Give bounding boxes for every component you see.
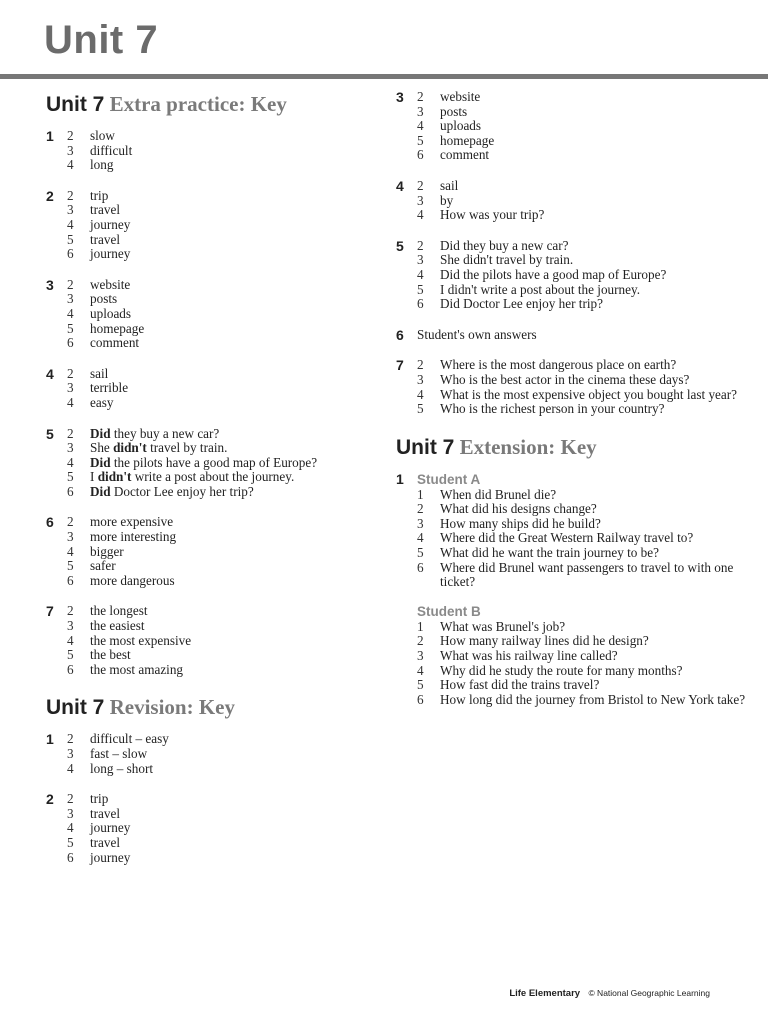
item-number: 2 bbox=[67, 603, 74, 619]
answer-suffix: Doctor Lee enjoy her trip? bbox=[110, 483, 254, 499]
answer-item bbox=[417, 517, 756, 532]
item-number: 6 bbox=[67, 246, 74, 262]
item-number: 4 bbox=[67, 394, 74, 410]
item-number: 3 bbox=[417, 371, 424, 387]
item-number: 3 bbox=[67, 440, 74, 456]
revision-exercise-3 bbox=[396, 90, 756, 163]
answer-item bbox=[67, 441, 376, 456]
answer-item bbox=[417, 546, 756, 561]
item-answer: uploads bbox=[90, 305, 132, 321]
extension-exercise-1 bbox=[396, 472, 756, 708]
answer-item bbox=[417, 119, 756, 134]
answer-item bbox=[67, 851, 376, 866]
item-number: 3 bbox=[417, 648, 424, 664]
answer-highlight: Did bbox=[90, 425, 111, 441]
item-number: 2 bbox=[67, 425, 74, 441]
exercise-number: 1 bbox=[46, 731, 54, 748]
exercise-number: 2 bbox=[46, 187, 54, 204]
answer-item bbox=[417, 664, 756, 679]
answer-item bbox=[417, 179, 756, 194]
answer-item bbox=[67, 218, 376, 233]
answer-item bbox=[67, 807, 376, 822]
item-answer bbox=[90, 470, 376, 485]
item-number: 1 bbox=[417, 486, 424, 502]
answer-item bbox=[67, 574, 376, 589]
answer-item bbox=[67, 292, 376, 307]
answer-item bbox=[67, 545, 376, 560]
answer-item bbox=[67, 247, 376, 262]
answer-item bbox=[417, 268, 756, 283]
item-answer: sail bbox=[440, 177, 459, 193]
right-column bbox=[396, 90, 756, 723]
item-answer bbox=[90, 485, 376, 500]
item-number: 6 bbox=[417, 559, 424, 575]
item-answer: Did Doctor Lee enjoy her trip? bbox=[440, 296, 603, 312]
answer-item bbox=[67, 470, 376, 485]
footer-brand: Life Elementary bbox=[509, 988, 581, 999]
item-answer: sail bbox=[90, 365, 109, 381]
answer-item bbox=[417, 634, 756, 649]
item-number: 6 bbox=[67, 483, 74, 499]
item-number: 2 bbox=[67, 128, 74, 143]
item-answer: How was your trip? bbox=[440, 207, 545, 223]
extra-exercise-4 bbox=[46, 367, 376, 411]
answer-item bbox=[417, 620, 756, 635]
item-answer: website bbox=[90, 276, 131, 292]
answer-item bbox=[417, 148, 756, 163]
item-number: 5 bbox=[417, 677, 424, 693]
item-answer: more dangerous bbox=[90, 572, 175, 588]
item-answer: Where is the most dangerous place on earth? bbox=[440, 357, 677, 373]
answer-item bbox=[67, 762, 376, 777]
exercise-number: 7 bbox=[46, 603, 54, 620]
item-number: 5 bbox=[417, 545, 424, 561]
student-b-heading: Student B bbox=[417, 603, 481, 619]
item-number: 5 bbox=[67, 320, 74, 336]
item-number: 2 bbox=[417, 177, 424, 193]
item-number: 3 bbox=[417, 515, 424, 531]
item-answer: journey bbox=[90, 849, 131, 865]
item-number: 4 bbox=[417, 386, 424, 402]
item-answer: travel bbox=[90, 231, 121, 247]
item-answer: Where did the Great Western Railway travel to? bbox=[440, 530, 694, 546]
item-answer: What did his designs change? bbox=[440, 501, 597, 517]
answer-item bbox=[67, 485, 376, 500]
item-number: 6 bbox=[67, 335, 74, 351]
item-answer: Where did Brunel want passengers to travel to with one ticket? bbox=[440, 559, 734, 590]
item-number: 5 bbox=[417, 401, 424, 417]
answer-suffix: travel by train. bbox=[146, 440, 228, 456]
answer-item bbox=[417, 105, 756, 120]
answer-item bbox=[417, 358, 756, 373]
exercise-number: 5 bbox=[396, 237, 404, 254]
answer-highlight: didn't bbox=[113, 440, 147, 456]
answer-item bbox=[67, 559, 376, 574]
item-answer: trip bbox=[90, 791, 109, 807]
exercise-number: 6 bbox=[46, 514, 54, 531]
item-answer: How many railway lines did he design? bbox=[440, 633, 649, 649]
item-number: 6 bbox=[417, 147, 424, 163]
exercise-number: 4 bbox=[46, 365, 54, 382]
item-number: 4 bbox=[67, 820, 74, 836]
item-number: 4 bbox=[67, 157, 74, 173]
extra-exercise-3 bbox=[46, 278, 376, 351]
extra-practice-title: Extra practice: Key bbox=[109, 92, 287, 116]
answer-item bbox=[417, 678, 756, 693]
answer-item bbox=[67, 336, 376, 351]
item-answer: safer bbox=[90, 558, 116, 574]
item-number: 3 bbox=[67, 529, 74, 545]
answer-item bbox=[417, 488, 756, 503]
item-number: 4 bbox=[417, 207, 424, 223]
item-answer: How many ships did he build? bbox=[440, 515, 601, 531]
answer-item bbox=[417, 502, 756, 517]
item-answer: posts bbox=[90, 291, 118, 307]
answer-prefix: She bbox=[90, 440, 114, 456]
item-answer: easy bbox=[90, 394, 114, 410]
revision-title: Revision: Key bbox=[109, 695, 235, 720]
answer-item bbox=[67, 427, 376, 442]
item-answer: the most expensive bbox=[90, 632, 192, 648]
item-number: 5 bbox=[67, 231, 74, 247]
exercise-number: 7 bbox=[396, 357, 404, 374]
revision-exercise-5 bbox=[396, 239, 756, 312]
item-answer: slow bbox=[90, 128, 115, 143]
answer-item bbox=[67, 381, 376, 396]
item-number: 6 bbox=[67, 572, 74, 588]
answer-item bbox=[67, 129, 376, 144]
answer-item bbox=[67, 821, 376, 836]
answer-highlight: didn't bbox=[97, 469, 132, 485]
item-number: 2 bbox=[67, 731, 74, 747]
answer-item bbox=[417, 297, 756, 312]
item-number: 6 bbox=[417, 296, 424, 312]
exercise-number: 2 bbox=[46, 791, 54, 808]
item-answer: website bbox=[440, 89, 481, 104]
item-number: 3 bbox=[67, 618, 74, 634]
exercise-number: 4 bbox=[396, 177, 404, 194]
item-answer: difficult bbox=[90, 142, 133, 158]
item-number: 4 bbox=[67, 632, 74, 648]
item-number: 3 bbox=[417, 192, 424, 208]
answer-item bbox=[417, 90, 756, 105]
item-answer: bigger bbox=[90, 543, 124, 559]
exercise-number: 5 bbox=[46, 425, 54, 442]
revision-exercise-1 bbox=[46, 732, 376, 776]
answer-item bbox=[417, 208, 756, 223]
revision-exercise-2 bbox=[46, 792, 376, 865]
item-answer: more expensive bbox=[90, 514, 174, 530]
answer-item bbox=[417, 253, 756, 268]
answer-item bbox=[67, 456, 376, 471]
answer-item bbox=[417, 531, 756, 546]
answer-item bbox=[417, 194, 756, 209]
answer-item bbox=[67, 792, 376, 807]
answer-item bbox=[417, 283, 756, 298]
item-number: 5 bbox=[67, 469, 74, 485]
item-number: 2 bbox=[67, 187, 74, 203]
answer-item bbox=[417, 388, 756, 403]
revision-unit: Unit 7 bbox=[46, 696, 105, 720]
item-number: 3 bbox=[67, 142, 74, 158]
extension-title: Extension: Key bbox=[459, 434, 597, 459]
item-answer: I didn't write a post about the journey. bbox=[440, 281, 641, 297]
item-number: 5 bbox=[67, 558, 74, 574]
item-answer: What was his railway line called? bbox=[440, 648, 618, 664]
exercise-number: 3 bbox=[396, 89, 404, 105]
answer-item bbox=[417, 402, 756, 417]
extra-exercise-1 bbox=[46, 129, 376, 173]
answer-item bbox=[417, 373, 756, 388]
extra-practice-heading bbox=[46, 90, 376, 119]
item-answer: terrible bbox=[90, 380, 129, 396]
item-number: 5 bbox=[67, 647, 74, 663]
answer-item bbox=[67, 530, 376, 545]
answer-item bbox=[67, 144, 376, 159]
answer-highlight: Did bbox=[90, 483, 111, 499]
exercise-number: 3 bbox=[46, 276, 54, 293]
item-number: 4 bbox=[67, 543, 74, 559]
extension-heading bbox=[396, 433, 756, 462]
answer-item bbox=[67, 663, 376, 678]
item-number: 2 bbox=[67, 791, 74, 807]
answer-item bbox=[67, 203, 376, 218]
item-answer: Did they buy a new car? bbox=[440, 237, 569, 253]
revision-exercise-4 bbox=[396, 179, 756, 223]
item-number: 4 bbox=[417, 266, 424, 282]
item-number: 4 bbox=[417, 530, 424, 546]
item-number: 2 bbox=[417, 501, 424, 517]
item-number: 2 bbox=[67, 514, 74, 530]
item-answer: homepage bbox=[440, 132, 495, 148]
item-answer: the longest bbox=[90, 603, 148, 619]
revision-exercise-7 bbox=[396, 358, 756, 416]
revision-heading bbox=[46, 693, 376, 722]
answer-suffix: the pilots have a good map of Europe? bbox=[110, 454, 318, 470]
item-number: 6 bbox=[417, 691, 424, 707]
item-number: 3 bbox=[417, 252, 424, 268]
item-answer: homepage bbox=[90, 320, 145, 336]
item-number: 5 bbox=[417, 132, 424, 148]
item-answer: Who is the richest person in your country? bbox=[440, 401, 665, 417]
item-answer: the easiest bbox=[90, 618, 145, 634]
answer-item bbox=[67, 634, 376, 649]
item-answer bbox=[90, 427, 376, 442]
item-answer: the most amazing bbox=[90, 661, 184, 677]
item-answer: by bbox=[440, 192, 454, 208]
answer-item bbox=[67, 189, 376, 204]
item-answer: Who is the best actor in the cinema these days? bbox=[440, 371, 690, 387]
item-answer: What was Brunel's job? bbox=[440, 618, 566, 634]
answer-item bbox=[67, 604, 376, 619]
student-a-heading: Student A bbox=[417, 471, 481, 487]
item-answer: the best bbox=[90, 647, 131, 663]
answer-item bbox=[67, 747, 376, 762]
item-number: 4 bbox=[417, 662, 424, 678]
extra-exercise-6 bbox=[46, 515, 376, 588]
item-answer: long bbox=[90, 157, 114, 173]
item-answer: long – short bbox=[90, 760, 154, 776]
item-number: 4 bbox=[67, 216, 74, 232]
item-number: 3 bbox=[67, 202, 74, 218]
item-answer: uploads bbox=[440, 118, 482, 134]
item-answer: What did he want the train journey to be? bbox=[440, 545, 659, 561]
answer-item bbox=[67, 836, 376, 851]
item-number: 5 bbox=[67, 834, 74, 850]
item-number: 3 bbox=[67, 291, 74, 307]
item-number: 1 bbox=[417, 618, 424, 634]
item-answer: Student's own answers bbox=[417, 326, 537, 342]
item-number: 2 bbox=[417, 89, 424, 104]
item-answer: difficult – easy bbox=[90, 731, 169, 747]
answer-suffix: write a post about the journey. bbox=[131, 469, 295, 485]
item-answer: When did Brunel die? bbox=[440, 486, 557, 502]
item-number: 4 bbox=[67, 305, 74, 321]
item-answer: journey bbox=[90, 820, 131, 836]
item-number: 5 bbox=[417, 281, 424, 297]
item-number: 2 bbox=[67, 365, 74, 381]
item-answer: fast – slow bbox=[90, 746, 148, 761]
item-answer bbox=[90, 441, 376, 456]
item-answer: comment bbox=[440, 147, 490, 163]
item-answer: Did the pilots have a good map of Europe? bbox=[440, 266, 667, 282]
answer-suffix: they buy a new car? bbox=[110, 425, 220, 441]
answer-prefix: I bbox=[90, 469, 98, 485]
item-answer: journey bbox=[90, 216, 131, 232]
item-number: 2 bbox=[417, 237, 424, 253]
item-answer: travel bbox=[90, 805, 121, 821]
item-number: 3 bbox=[67, 746, 74, 761]
item-answer: travel bbox=[90, 202, 121, 218]
answer-item bbox=[67, 619, 376, 634]
item-answer: travel bbox=[90, 834, 121, 850]
item-answer: trip bbox=[90, 187, 109, 203]
item-number: 6 bbox=[67, 849, 74, 865]
item-answer: How long did the journey from Bristol to New York take? bbox=[440, 691, 746, 707]
item-number: 4 bbox=[67, 760, 74, 776]
answer-item bbox=[417, 649, 756, 664]
answer-item bbox=[417, 239, 756, 254]
item-answer: What is the most expensive object you bought last year? bbox=[440, 386, 738, 402]
answer-item bbox=[67, 648, 376, 663]
exercise-number: 6 bbox=[396, 326, 404, 343]
answer-item bbox=[67, 367, 376, 382]
page-title: Unit 7 bbox=[44, 18, 159, 62]
item-number: 3 bbox=[417, 103, 424, 119]
answer-item bbox=[417, 134, 756, 149]
item-number: 2 bbox=[417, 633, 424, 649]
answer-item bbox=[67, 158, 376, 173]
page-footer bbox=[509, 988, 710, 999]
answer-highlight: Did bbox=[90, 454, 111, 470]
answer-item bbox=[67, 515, 376, 530]
item-answer: comment bbox=[90, 335, 140, 351]
revision-exercise-6 bbox=[396, 328, 756, 343]
answer-item bbox=[67, 307, 376, 322]
item-number: 3 bbox=[67, 380, 74, 396]
exercise-number: 1 bbox=[46, 128, 54, 144]
item-number: 4 bbox=[67, 454, 74, 470]
answer-item bbox=[67, 278, 376, 293]
exercise-number: 1 bbox=[396, 470, 404, 487]
title-divider bbox=[0, 74, 768, 79]
extra-exercise-7 bbox=[46, 604, 376, 677]
item-answer: Why did he study the route for many months? bbox=[440, 662, 683, 678]
footer-copyright: © National Geographic Learning bbox=[588, 988, 710, 998]
item-number: 6 bbox=[67, 661, 74, 677]
item-number: 2 bbox=[417, 357, 424, 373]
item-answer: journey bbox=[90, 246, 131, 262]
extra-exercise-5 bbox=[46, 427, 376, 500]
left-column bbox=[46, 90, 376, 881]
item-number: 2 bbox=[67, 276, 74, 292]
answer-item bbox=[417, 693, 756, 708]
item-answer bbox=[90, 456, 376, 471]
item-number: 4 bbox=[417, 118, 424, 134]
answer-item bbox=[67, 732, 376, 747]
extension-unit: Unit 7 bbox=[396, 435, 455, 459]
answer-item bbox=[417, 561, 756, 590]
answer-item bbox=[67, 322, 376, 337]
extra-practice-unit: Unit 7 bbox=[46, 93, 105, 116]
item-answer: more interesting bbox=[90, 529, 177, 545]
answer-item bbox=[67, 396, 376, 411]
item-answer: posts bbox=[440, 103, 468, 119]
item-answer: She didn't travel by train. bbox=[440, 252, 574, 268]
extra-exercise-2 bbox=[46, 189, 376, 262]
item-number: 3 bbox=[67, 805, 74, 821]
item-answer: How fast did the trains travel? bbox=[440, 677, 600, 693]
answer-item bbox=[67, 233, 376, 248]
